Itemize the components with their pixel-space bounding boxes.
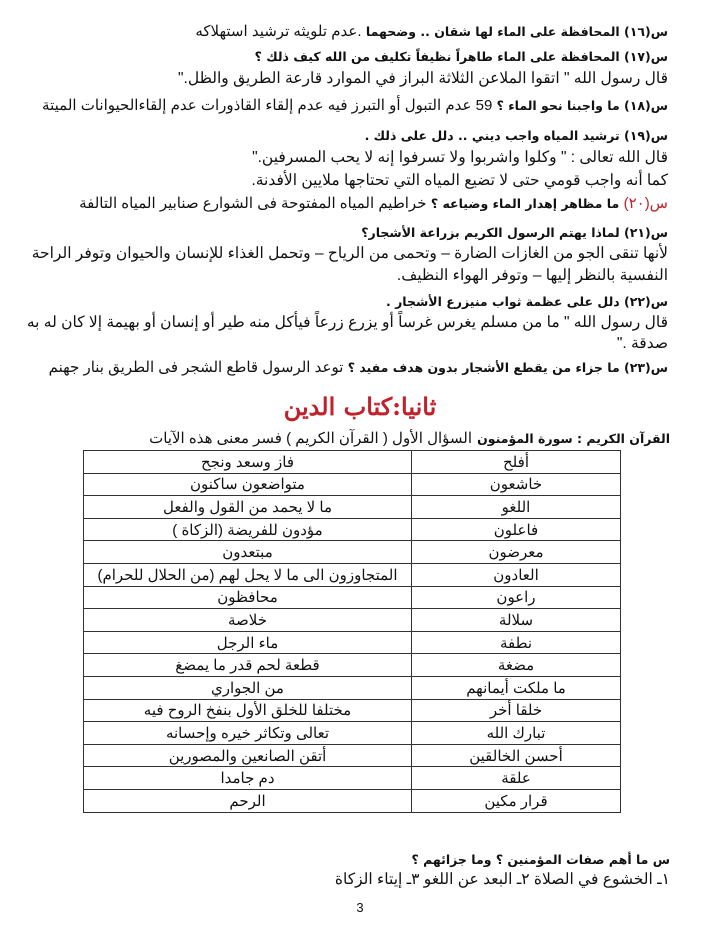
answer-19-line-1: قال الله تعالى : " وكلوا واشربوا ولا تسرفوا إنه لا يحب المسرفين." (252, 149, 668, 166)
vocab-meaning: فاز وسعد ونجح (84, 451, 412, 474)
table-row (84, 744, 621, 767)
table-row (84, 631, 621, 654)
table-row (84, 722, 621, 745)
question-23 (40, 358, 668, 376)
table-row (84, 473, 621, 496)
vocab-meaning: دم جامدا (84, 767, 412, 790)
vocab-meaning: المتجاوزون الى ما لا يحل لهم (من الحلال للحرام) (84, 563, 412, 586)
vocab-meaning: قطعة لحم قدر ما يمضغ (84, 654, 412, 677)
table-row (84, 496, 621, 519)
question-20 (40, 194, 668, 212)
table-row (84, 654, 621, 677)
vocab-meaning: الرحم (84, 789, 412, 812)
vocab-word: أحسن الخالقين (412, 744, 621, 767)
table-row (84, 699, 621, 722)
table-row (84, 789, 621, 812)
question-21: س(٢١) لماذا يهتم الرسول الكريم بزراعة الأشجار؟ (361, 225, 668, 240)
vocab-meaning: تعالى وتكاثر خيره وإحسانه (84, 722, 412, 745)
table-row (84, 541, 621, 564)
vocab-word: راعون (412, 586, 621, 609)
vocab-meaning: مختلفا للخلق الأول بنفخ الروح فيه (84, 699, 412, 722)
vocab-word: العادون (412, 563, 621, 586)
table-row (84, 451, 621, 474)
vocab-word: قرار مكين (412, 789, 621, 812)
answer-21-line-2: النفسية بالنظر إليها – وتوفر الهواء النظيف. (396, 267, 668, 284)
table-row (84, 767, 621, 790)
vocab-meaning: ما لا يحمد من القول والفعل (84, 496, 412, 519)
instruction-text: السؤال الأول ( القرآن الكريم ) فسر معنى هذه الآيات (149, 430, 473, 447)
answer-21-line-1: لأنها تنقى الجو من الغازات الضارة – وتحمى من الرياح – وتحمل الغذاء للإنسان والحيوان وتوفر الراحة (31, 245, 668, 262)
vocab-meaning: مبتعدون (84, 541, 412, 564)
vocab-word: معرضون (412, 541, 621, 564)
table-row (84, 586, 621, 609)
vocab-word: اللغو (412, 496, 621, 519)
question-text: س(١٨) ما واجبنا نحو الماء ؟ (496, 98, 668, 113)
surah-label: القرآن الكريم : سورة المؤمنون (477, 431, 670, 446)
vocab-word: فاعلون (412, 518, 621, 541)
vocab-meaning: خلاصة (84, 609, 412, 632)
answer-text: .عدم تلويثه ترشيد استهلاكه (195, 23, 362, 40)
question-text: ما مظاهر إهدار الماء وضياعه ؟ (430, 196, 620, 211)
vocabulary-table (83, 450, 621, 813)
vocab-word: أفلح (412, 451, 621, 474)
vocab-word: خلقا أخر (412, 699, 621, 722)
vocab-word: علقة (412, 767, 621, 790)
table-row (84, 563, 621, 586)
vocab-meaning: ماء الرجل (84, 631, 412, 654)
question-18 (40, 96, 668, 114)
table-row (84, 609, 621, 632)
answer-22-line-2: صدقة ." (616, 335, 668, 352)
answer-text: 59 عدم التبول أو التبرز فيه عدم إلقاء القاذورات عدم إلقاءالحيوانات الميتة (42, 97, 493, 114)
answer-text: خراطيم المياه المفتوحة فى الشوارع صنابير المياه التالفة (79, 195, 427, 212)
answer-19-line-2: كما أنه واجب قومي حتى لا تضيع المياه التي تحتاجها ملايين الأفدنة. (251, 172, 668, 189)
question-text: س(١٦) المحافظة على الماء لها شقان .. وضحهما (365, 24, 668, 39)
vocab-meaning: محافظون (84, 586, 412, 609)
vocab-word: نطفة (412, 631, 621, 654)
quran-instruction (40, 428, 670, 447)
vocab-word: خاشعون (412, 473, 621, 496)
question-17: س(١٧) المحافظة على الماء طاهراً نظيفاً تكليف من الله كيف ذلك ؟ (254, 49, 668, 64)
page-number: 3 (356, 900, 364, 915)
question-19: س(١٩) ترشيد المياه واجب ديني .. دلل على ذلك . (364, 128, 668, 143)
answer-17: قال رسول الله " اتقوا الملاعن الثلاثة البراز في الموارد قارعة الطريق والظل." (178, 70, 668, 87)
question-22: س(٢٢) دلل على عظمة ثواب منيزرع الأشجار . (385, 294, 668, 309)
vocab-word: تبارك الله (412, 722, 621, 745)
vocab-meaning: أتقن الصانعين والمصورين (84, 744, 412, 767)
question-16 (40, 22, 668, 40)
section-heading: ثانيا:كتاب الدين (283, 392, 437, 421)
vocab-word: مضغة (412, 654, 621, 677)
table-row (84, 518, 621, 541)
question-text: س(٢٣) ما جزاء من يقطع الأشجار بدون هدف مفيد ؟ (347, 360, 668, 375)
vocab-word: ما ملكت أيمانهم (412, 676, 621, 699)
question-number: س(٢٠) (623, 195, 668, 212)
vocab-meaning: متواضعون ساكنون (84, 473, 412, 496)
final-question: س ما أهم صفات المؤمنين ؟ وما جزائهم ؟ (411, 852, 670, 867)
vocab-word: سلالة (412, 609, 621, 632)
answer-text: توعد الرسول قاطع الشجر فى الطريق بنار جهنم (48, 359, 344, 376)
answer-22-line-1: قال رسول الله " ما من مسلم يغرس غرساً أو يزرع زرعاً فيأكل منه طير أو إنسان أو بهيمة إلا كان له به (26, 314, 668, 331)
vocab-meaning: من الجواري (84, 676, 412, 699)
table-row (84, 676, 621, 699)
final-answer: ١ـ الخشوع في الصلاة ٢ـ البعد عن اللغو ٣ـ إيتاء الزكاة (334, 871, 670, 888)
vocab-meaning: مؤدون للفريضة (الزكاة ) (84, 518, 412, 541)
